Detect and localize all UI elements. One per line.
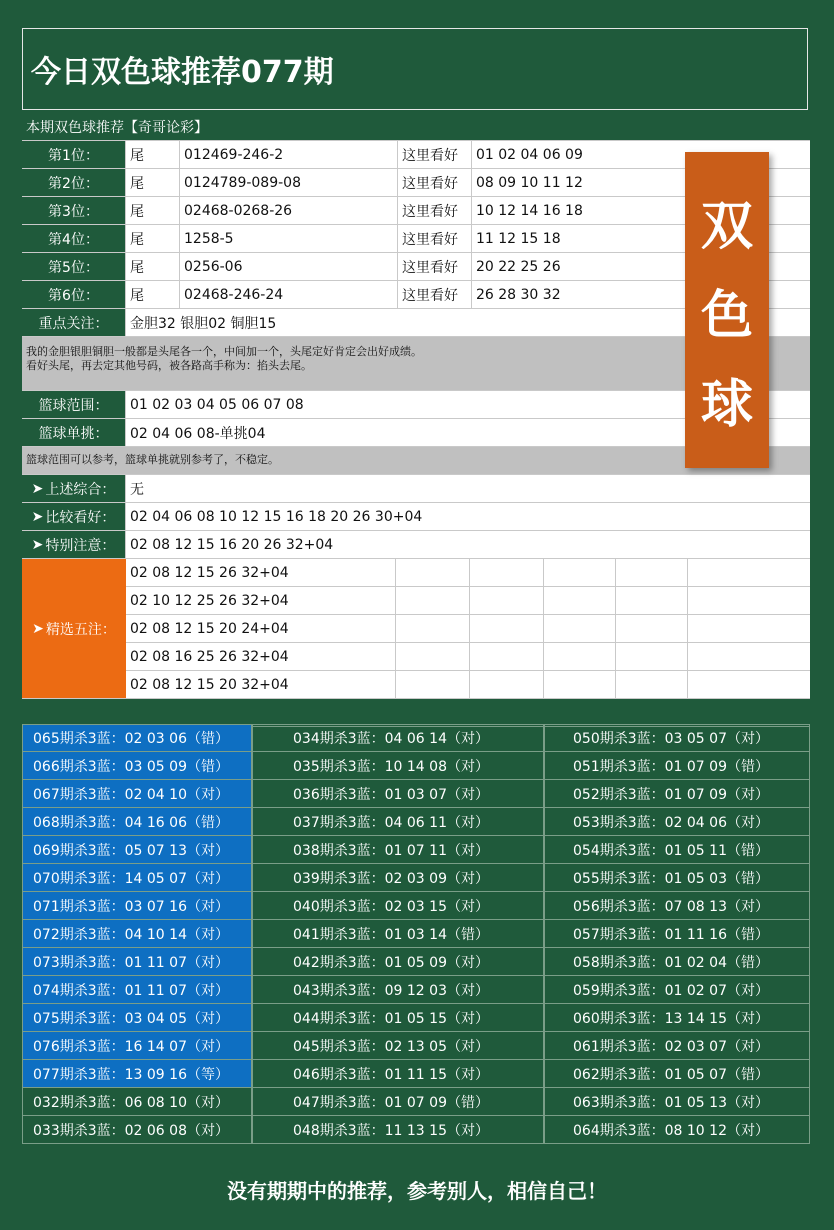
- position-nums: 20 22 25 26: [476, 258, 561, 275]
- pick-value: 02 08 12 15 26 32+04: [126, 559, 396, 586]
- kill-row: [22, 1116, 810, 1144]
- kill-cell: 076期杀3蓝：16 14 07（对）: [22, 1032, 252, 1060]
- badge-char-1: 双: [700, 196, 753, 257]
- kill-row: [22, 1032, 810, 1060]
- summary-value: 02 08 12 15 16 20 26 32+04: [130, 536, 334, 553]
- kill-cell: 047期杀3蓝：01 07 09（错）: [252, 1088, 544, 1116]
- kill-cell: 072期杀3蓝：04 10 14（对）: [22, 920, 252, 948]
- empty-cell: [470, 615, 544, 642]
- summary-row: [22, 475, 810, 503]
- position-label: 第1位：: [22, 141, 126, 168]
- position-label: 第4位：: [22, 225, 126, 252]
- position-hint: 这里看好: [398, 281, 472, 308]
- kill-cell: 065期杀3蓝：02 03 06（错）: [22, 724, 252, 752]
- position-tail: 尾: [126, 197, 180, 224]
- kill-cell: 063期杀3蓝：01 05 13（对）: [544, 1088, 810, 1116]
- arrow-icon: ➤: [32, 620, 44, 637]
- badge-char-2: 色: [700, 285, 753, 346]
- kill-cell: 033期杀3蓝：02 06 08（对）: [22, 1116, 252, 1144]
- kill-cell: 061期杀3蓝：02 03 07（对）: [544, 1032, 810, 1060]
- empty-cell: [688, 615, 810, 642]
- position-nums: 01 02 04 06 09: [476, 146, 583, 163]
- kill-row: [22, 780, 810, 808]
- position-label: 第6位：: [22, 281, 126, 308]
- kill-cell: 044期杀3蓝：01 05 15（对）: [252, 1004, 544, 1032]
- kill-row: [22, 1088, 810, 1116]
- position-nums: 10 12 14 16 18: [476, 202, 583, 219]
- footer-slogan: 没有期期中的推荐，参考别人，相信自己！: [227, 1179, 607, 1203]
- kill-cell: 068期杀3蓝：04 16 06（错）: [22, 808, 252, 836]
- kill-cell: 051期杀3蓝：01 07 09（错）: [544, 752, 810, 780]
- position-tail: 尾: [126, 281, 180, 308]
- kill-cell: 035期杀3蓝：10 14 08（对）: [252, 752, 544, 780]
- kill-row: [22, 808, 810, 836]
- kill-cell: 038期杀3蓝：01 07 11（对）: [252, 836, 544, 864]
- pick-value: 02 08 12 15 20 32+04: [126, 671, 396, 698]
- position-label: 第2位：: [22, 169, 126, 196]
- focus-value: 金胆32 银胆02 铜胆15: [130, 315, 277, 332]
- position-label: 第5位：: [22, 253, 126, 280]
- empty-cell: [616, 615, 688, 642]
- kill-cell: 071期杀3蓝：03 07 16（对）: [22, 892, 252, 920]
- blue-range-label: 篮球范围：: [22, 391, 126, 418]
- position-nums: 08 09 10 11 12: [476, 174, 583, 191]
- position-tail: 尾: [126, 141, 180, 168]
- kill-cell: 042期杀3蓝：01 05 09（对）: [252, 948, 544, 976]
- kill-row: [22, 976, 810, 1004]
- kill-cell: 036期杀3蓝：01 03 07（对）: [252, 780, 544, 808]
- kill-row: [22, 836, 810, 864]
- summary-row: [22, 503, 810, 531]
- position-tail: 尾: [126, 169, 180, 196]
- empty-cell: [544, 559, 616, 586]
- summary-label-cell: [22, 531, 126, 558]
- kill-cell: 041期杀3蓝：01 03 14（错）: [252, 920, 544, 948]
- kill-cell: 070期杀3蓝：14 05 07（对）: [22, 864, 252, 892]
- summary-value: 无: [130, 481, 144, 498]
- kill-cell: 060期杀3蓝：13 14 15（对）: [544, 1004, 810, 1032]
- note-blue: 篮球范围可以参考，篮球单挑就别参考了，不稳定。: [22, 447, 810, 475]
- empty-cell: [544, 615, 616, 642]
- kill-cell: 037期杀3蓝：04 06 11（对）: [252, 808, 544, 836]
- empty-cell: [688, 671, 810, 698]
- note-line-2: 看好头尾，再去定其他号码，被各路高手称为：掐头去尾。: [26, 359, 312, 372]
- kill-cell: 032期杀3蓝：06 08 10（对）: [22, 1088, 252, 1116]
- kill-cell: 077期杀3蓝：13 09 16（等）: [22, 1060, 252, 1088]
- position-code: 0124789-089-08: [180, 169, 398, 196]
- position-code: 012469-246-2: [180, 141, 398, 168]
- ssq-badge: [685, 152, 769, 468]
- kill-cell: 045期杀3蓝：02 13 05（对）: [252, 1032, 544, 1060]
- page-title: 今日双色球推荐077期: [22, 28, 808, 110]
- kill-cell: 054期杀3蓝：01 05 11（错）: [544, 836, 810, 864]
- kill-cell: 066期杀3蓝：03 05 09（错）: [22, 752, 252, 780]
- arrow-icon: ➤: [31, 536, 44, 553]
- pick-value: 02 08 12 15 20 24+04: [126, 615, 396, 642]
- summary-label: 上述综合：: [45, 481, 116, 498]
- kill-cell: 069期杀3蓝：05 07 13（对）: [22, 836, 252, 864]
- kill-cell: 034期杀3蓝：04 06 14（对）: [252, 724, 544, 752]
- sheet-header-text: 本期双色球推荐【奇哥论彩】: [26, 119, 208, 136]
- kill-cell: 039期杀3蓝：02 03 09（对）: [252, 864, 544, 892]
- summary-label: 特别注意：: [45, 537, 116, 554]
- empty-cell: [544, 587, 616, 614]
- kill-cell: 048期杀3蓝：11 13 15（对）: [252, 1116, 544, 1144]
- note-line-1: 我的金胆银胆铜胆一般都是头尾各一个，中间加一个，头尾定好肯定会出好成绩。: [26, 345, 422, 358]
- kill-row: [22, 1004, 810, 1032]
- kill-cell: 055期杀3蓝：01 05 03（错）: [544, 864, 810, 892]
- kill-cell: 062期杀3蓝：01 05 07（错）: [544, 1060, 810, 1088]
- empty-cell: [544, 671, 616, 698]
- empty-cell: [616, 643, 688, 670]
- pick-row: [126, 559, 810, 587]
- kill-row: [22, 892, 810, 920]
- kill-cell: 074期杀3蓝：01 11 07（对）: [22, 976, 252, 1004]
- kill-cell: 050期杀3蓝：03 05 07（对）: [544, 724, 810, 752]
- position-hint: 这里看好: [398, 169, 472, 196]
- empty-cell: [470, 559, 544, 586]
- kill-cell: 057期杀3蓝：01 11 16（错）: [544, 920, 810, 948]
- kill-blue-table: [22, 724, 810, 1144]
- blue-single-label: 篮球单挑：: [22, 419, 126, 446]
- kill-row: [22, 724, 810, 752]
- kill-cell: 059期杀3蓝：01 02 07（对）: [544, 976, 810, 1004]
- position-hint: 这里看好: [398, 253, 472, 280]
- summary-label-cell: [22, 475, 126, 502]
- kill-cell: 056期杀3蓝：07 08 13（对）: [544, 892, 810, 920]
- position-tail: 尾: [126, 225, 180, 252]
- position-code: 0256-06: [180, 253, 398, 280]
- position-nums: 26 28 30 32: [476, 286, 561, 303]
- summary-row: [22, 531, 810, 559]
- picks-label: 精选五注：: [45, 621, 116, 638]
- arrow-icon: ➤: [31, 480, 44, 497]
- empty-cell: [396, 559, 470, 586]
- empty-cell: [470, 643, 544, 670]
- empty-cell: [396, 587, 470, 614]
- position-label: 第3位：: [22, 197, 126, 224]
- pick-row: [126, 587, 810, 615]
- empty-cell: [470, 671, 544, 698]
- position-tail: 尾: [126, 253, 180, 280]
- blue-single-value: 02 04 06 08-单挑04: [130, 425, 266, 442]
- picks-list: [126, 559, 810, 699]
- summary-label-cell: [22, 503, 126, 530]
- position-code: 02468-0268-26: [180, 197, 398, 224]
- kill-row: [22, 948, 810, 976]
- focus-label: 重点关注：: [22, 309, 126, 336]
- kill-cell: 043期杀3蓝：09 12 03（对）: [252, 976, 544, 1004]
- pick-row: [126, 643, 810, 671]
- pick-value: 02 08 16 25 26 32+04: [126, 643, 396, 670]
- pick-value: 02 10 12 25 26 32+04: [126, 587, 396, 614]
- kill-cell: 058期杀3蓝：01 02 04（错）: [544, 948, 810, 976]
- position-nums: 11 12 15 18: [476, 230, 561, 247]
- kill-cell: 040期杀3蓝：02 03 15（对）: [252, 892, 544, 920]
- kill-cell: 073期杀3蓝：01 11 07（对）: [22, 948, 252, 976]
- kill-cell: 075期杀3蓝：03 04 05（对）: [22, 1004, 252, 1032]
- empty-cell: [688, 587, 810, 614]
- kill-cell: 064期杀3蓝：08 10 12（对）: [544, 1116, 810, 1144]
- kill-cell: 067期杀3蓝：02 04 10（对）: [22, 780, 252, 808]
- position-hint: 这里看好: [398, 197, 472, 224]
- empty-cell: [616, 559, 688, 586]
- kill-row: [22, 864, 810, 892]
- pick-row: [126, 671, 810, 699]
- position-hint: 这里看好: [398, 141, 472, 168]
- kill-cell: 046期杀3蓝：01 11 15（对）: [252, 1060, 544, 1088]
- kill-cell: 052期杀3蓝：01 07 09（对）: [544, 780, 810, 808]
- kill-row: [22, 752, 810, 780]
- summary-rows: [22, 475, 810, 559]
- kill-cell: 053期杀3蓝：02 04 06（对）: [544, 808, 810, 836]
- empty-cell: [616, 671, 688, 698]
- position-code: 1258-5: [180, 225, 398, 252]
- summary-value: 02 04 06 08 10 12 15 16 18 20 26 30+04: [130, 508, 423, 525]
- spacer-row: [22, 699, 810, 727]
- picks-block: [22, 559, 810, 699]
- empty-cell: [396, 671, 470, 698]
- picks-label-cell: [22, 559, 126, 699]
- empty-cell: [396, 643, 470, 670]
- kill-row: [22, 920, 810, 948]
- empty-cell: [396, 615, 470, 642]
- empty-cell: [616, 587, 688, 614]
- empty-cell: [544, 643, 616, 670]
- empty-cell: [688, 643, 810, 670]
- arrow-icon: ➤: [31, 508, 44, 525]
- blue-range-value: 01 02 03 04 05 06 07 08: [130, 396, 304, 413]
- position-hint: 这里看好: [398, 225, 472, 252]
- empty-cell: [688, 559, 810, 586]
- badge-char-3: 球: [700, 374, 753, 435]
- empty-cell: [470, 587, 544, 614]
- summary-label: 比较看好：: [45, 509, 116, 526]
- sheet-header-row: [22, 113, 810, 141]
- position-code: 02468-246-24: [180, 281, 398, 308]
- pick-row: [126, 615, 810, 643]
- kill-row: [22, 1060, 810, 1088]
